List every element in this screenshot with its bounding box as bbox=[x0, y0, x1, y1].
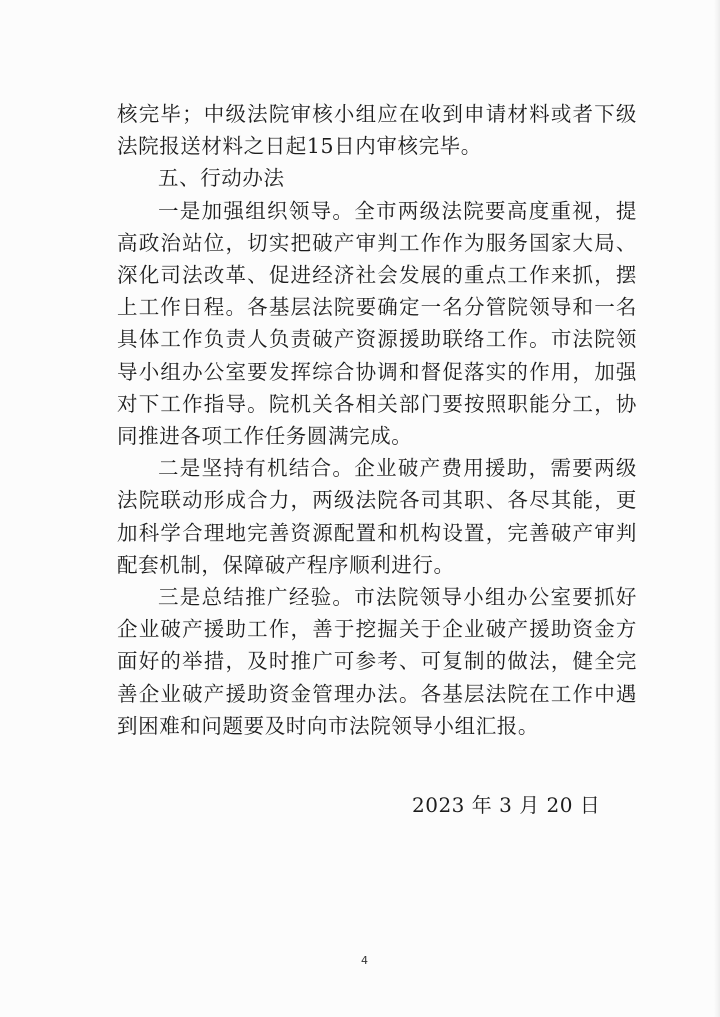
paragraph-experience bbox=[117, 581, 637, 742]
paragraph-body: 市法院领导小组办公室要抓好企业破产援助工作，善于挖掘关于企业破产援助资金方面好的举措，及时推广可参考、可复制的做法，健全完善企业破产援助资金管理办法。各基层法院在工作中遇到困难和问题要及时向市法院领导小组汇报。 bbox=[117, 585, 637, 738]
continuation-paragraph: 核完毕；中级法院审核小组应在收到申请材料或者下级法院报送材料之日起15日内审核完毕。 bbox=[117, 102, 637, 159]
section-heading: 五、行动办法 bbox=[158, 166, 285, 191]
paragraph-combination bbox=[117, 452, 637, 581]
paragraph-lead: 一是加强组织领导。 bbox=[158, 198, 355, 223]
paragraph-lead: 二是坚持有机结合。 bbox=[158, 456, 355, 481]
paragraph-body: 全市两级法院要高度重视，提高政治站位，切实把破产审判工作作为服务国家大局、深化司法改革、促进经济社会发展的重点工作来抓，摆上工作日程。各基层法院要确定一名分管院领导和一名具体工作负责人负责破产资源援助联络工作。市法院领导小组办公室要发挥综合协调和督促落实的作用，加强对下工作指导。院机关各相关部门要按照职能分工，协同推进各项工作任务圆满完成。 bbox=[117, 198, 637, 449]
document-body bbox=[117, 98, 637, 742]
document-date: 2023 年 3 月 20 日 bbox=[412, 793, 601, 817]
paragraph-lead: 三是总结推广经验。 bbox=[158, 585, 355, 610]
page-number: 4 bbox=[361, 954, 368, 967]
paragraph-body: 企业破产费用援助，需要两级法院联动形成合力，两级法院各司其职、各尽其能，更加科学合理地完善资源配置和机构设置，完善破产审判配套机制，保障破产程序顺利进行。 bbox=[117, 456, 637, 577]
paragraph-organization bbox=[117, 195, 637, 453]
